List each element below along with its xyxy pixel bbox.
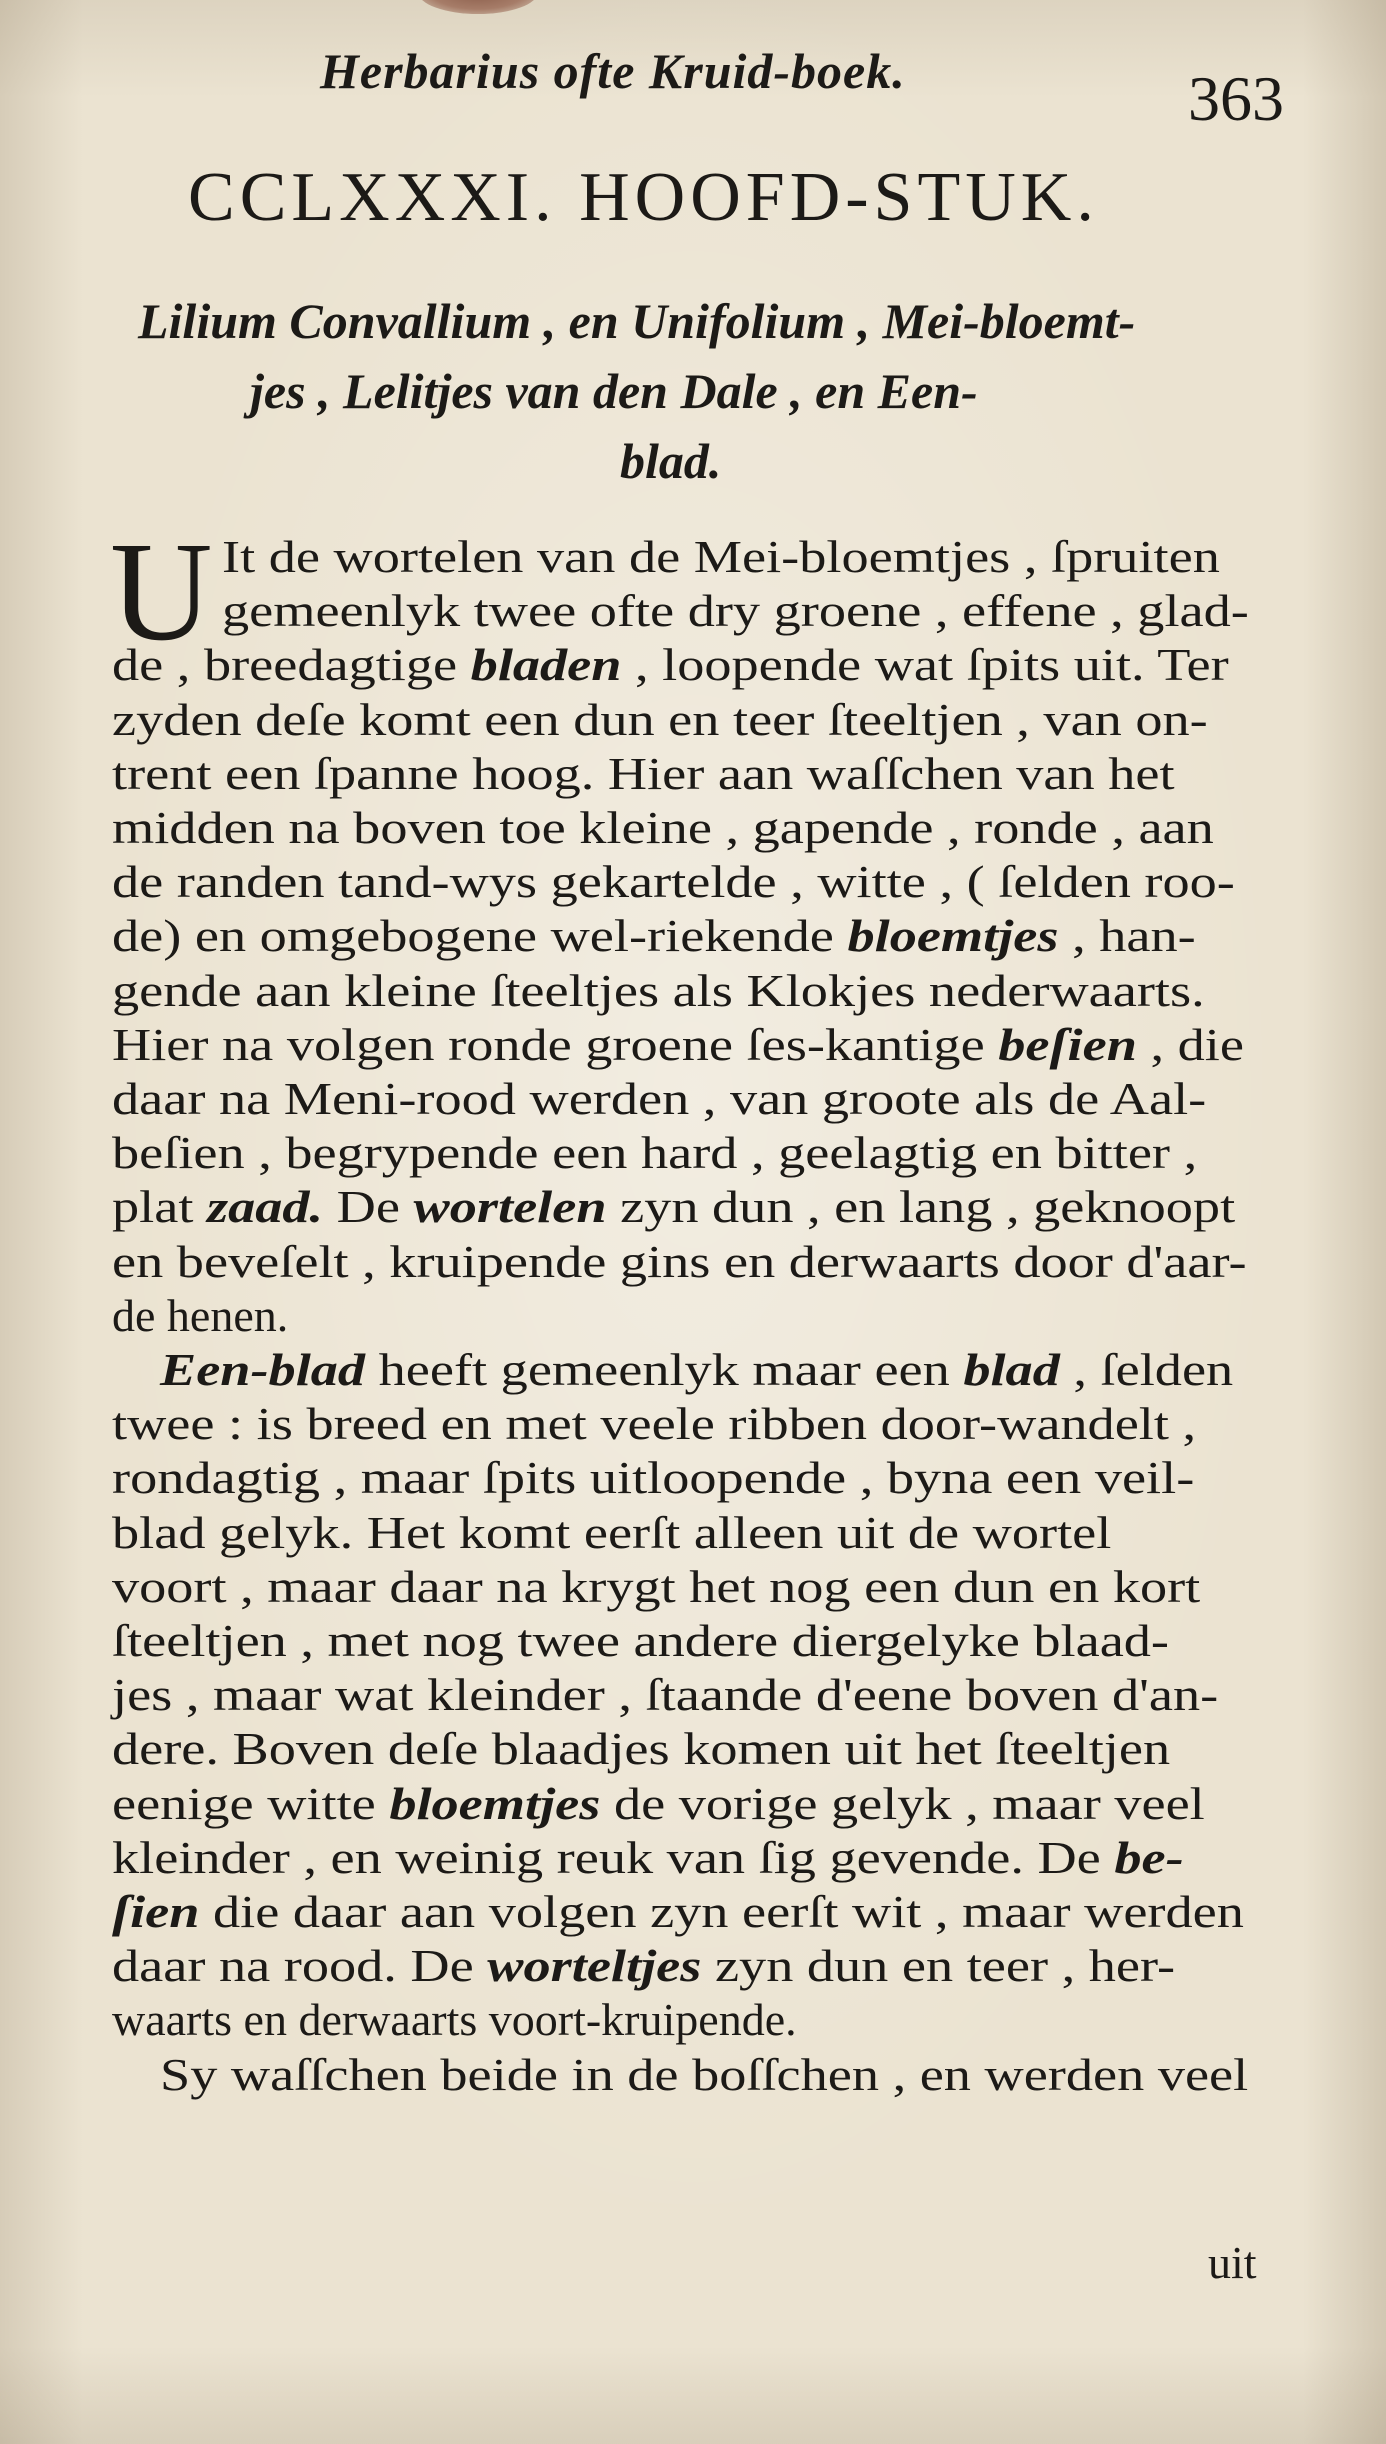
subtitle-line-1: Lilium Convallium , en Unifolium , Mei-bloemt-: [138, 293, 1136, 349]
italic-term: blad: [963, 1344, 1060, 1395]
text-line: [112, 964, 1205, 1017]
text-line: [112, 1777, 1205, 1830]
italic-term: zaad.: [206, 1181, 324, 1232]
italic-term: bloemtjes: [847, 910, 1059, 961]
chapter-heading: CCLXXXI. HOOFD-STUK.: [188, 159, 1099, 236]
text-run: It de wortelen van de Mei-bloemtjes , ſpruiten: [222, 531, 1220, 582]
text-run: gemeenlyk twee ofte dry groene , effene , glad-: [222, 585, 1249, 636]
text-run: en beveſelt , kruipende gins en derwaarts door d'aar-: [112, 1236, 1247, 1287]
text-line: [112, 1072, 1206, 1125]
text-line: [222, 530, 1220, 583]
text-line: [112, 909, 1196, 962]
italic-term: bloemtjes: [389, 1778, 601, 1829]
text-line: [112, 638, 1229, 691]
text-line: [112, 693, 1208, 746]
text-run: eenige witte: [112, 1778, 390, 1829]
italic-term: Een-blad: [160, 1344, 366, 1395]
drop-cap: U: [110, 512, 213, 670]
text-run: , han-: [1058, 910, 1196, 961]
italic-term: beſien: [998, 1019, 1137, 1070]
text-run: kleinder , en weinig reuk van ſig gevende. De: [112, 1832, 1115, 1883]
text-line: [112, 1993, 797, 2046]
text-line: [112, 1180, 1235, 1233]
text-run: zyden deſe komt een dun en teer ſteeltjen , van on-: [112, 694, 1208, 745]
text-run: de randen tand-wys gekartelde , witte , ( ſelden roo-: [112, 856, 1235, 907]
catchword: uit: [1208, 2237, 1257, 2288]
text-run: midden na boven toe kleine , gapende , ronde , aan: [112, 802, 1214, 853]
italic-term: ſien: [112, 1886, 200, 1937]
text-line: [112, 1018, 1244, 1071]
text-line: [222, 584, 1249, 637]
text-run: de) en omgebogene wel-riekende: [112, 910, 848, 961]
text-run: Sy waſſchen beide in de boſſchen , en werden veel: [160, 2049, 1249, 2100]
subtitle-line-2: jes , Lelitjes van den Dale , en Een-: [250, 363, 978, 419]
text-line: [112, 1506, 1111, 1559]
text-run: rondagtig , maar ſpits uitloopende , byna een veil-: [112, 1452, 1195, 1503]
italic-term: wortelen: [413, 1181, 607, 1232]
text-line: [112, 801, 1214, 854]
text-run: beſien , begrypende een hard , geelagtig en bitter ,: [112, 1127, 1198, 1178]
text-line: [112, 1235, 1247, 1288]
text-line: [112, 1668, 1218, 1721]
text-run: , loopende wat ſpits uit. Ter: [621, 639, 1229, 690]
text-run: heeft gemeenlyk maar een: [365, 1344, 964, 1395]
text-run: die daar aan volgen zyn eerſt wit , maar werden: [199, 1886, 1244, 1937]
text-line: [160, 1343, 1233, 1396]
text-line: [112, 1614, 1169, 1667]
text-run: Hier na volgen ronde groene ſes-kantige: [112, 1019, 999, 1070]
text-line: [112, 1885, 1244, 1938]
text-run: voort , maar daar na krygt het nog een dun en kort: [112, 1561, 1201, 1612]
text-line: [112, 1560, 1200, 1613]
italic-term: worteltjes: [487, 1940, 702, 1991]
text-line: [112, 1289, 288, 1342]
text-line: [112, 1939, 1175, 1992]
text-line: [112, 747, 1175, 800]
text-run: de , breedagtige: [112, 639, 471, 690]
text-line: [112, 1831, 1184, 1884]
text-run: dere. Boven deſe blaadjes komen uit het ſteeltjen: [112, 1723, 1171, 1774]
text-run: de vorige gelyk , maar veel: [600, 1778, 1205, 1829]
text-run: ſteeltjen , met nog twee andere diergelyke blaad-: [112, 1615, 1170, 1666]
text-run: de henen.: [112, 1290, 289, 1341]
text-run: gende aan kleine ſteeltjes als Klokjes nederwaarts.: [112, 965, 1205, 1016]
italic-term: bladen: [470, 639, 622, 690]
text-line: [112, 1722, 1170, 1775]
text-line: [112, 1451, 1194, 1504]
text-run: trent een ſpanne hoog. Hier aan waſſchen van het: [112, 748, 1175, 799]
italic-term: be-: [1114, 1832, 1184, 1883]
text-run: zyn dun en teer , her-: [701, 1940, 1176, 1991]
text-run: plat: [112, 1181, 207, 1232]
text-run: twee : is breed en met veele ribben door-wandelt ,: [112, 1398, 1197, 1449]
text-run: jes , maar wat kleinder , ſtaande d'eene boven d'an-: [112, 1669, 1219, 1720]
text-run: , ſelden: [1059, 1344, 1234, 1395]
text-run: waarts en derwaarts voort-kruipende.: [112, 1994, 797, 2045]
page-number: 363: [1188, 63, 1284, 134]
text-run: De: [323, 1181, 414, 1232]
text-run: , die: [1136, 1019, 1244, 1070]
text-run: daar na rood. De: [112, 1940, 488, 1991]
text-line: [160, 2048, 1248, 2101]
text-line: [112, 1126, 1197, 1179]
text-run: daar na Meni-rood werden , van groote als de Aal-: [112, 1073, 1207, 1124]
text-run: zyn dun , en lang , geknoopt: [606, 1181, 1236, 1232]
text-run: blad gelyk. Het komt eerſt alleen uit de wortel: [112, 1507, 1112, 1558]
running-head: Herbarius ofte Kruid-boek.: [320, 43, 906, 99]
text-line: [112, 855, 1235, 908]
subtitle-line-3: blad.: [620, 433, 722, 489]
text-line: [112, 1397, 1196, 1450]
